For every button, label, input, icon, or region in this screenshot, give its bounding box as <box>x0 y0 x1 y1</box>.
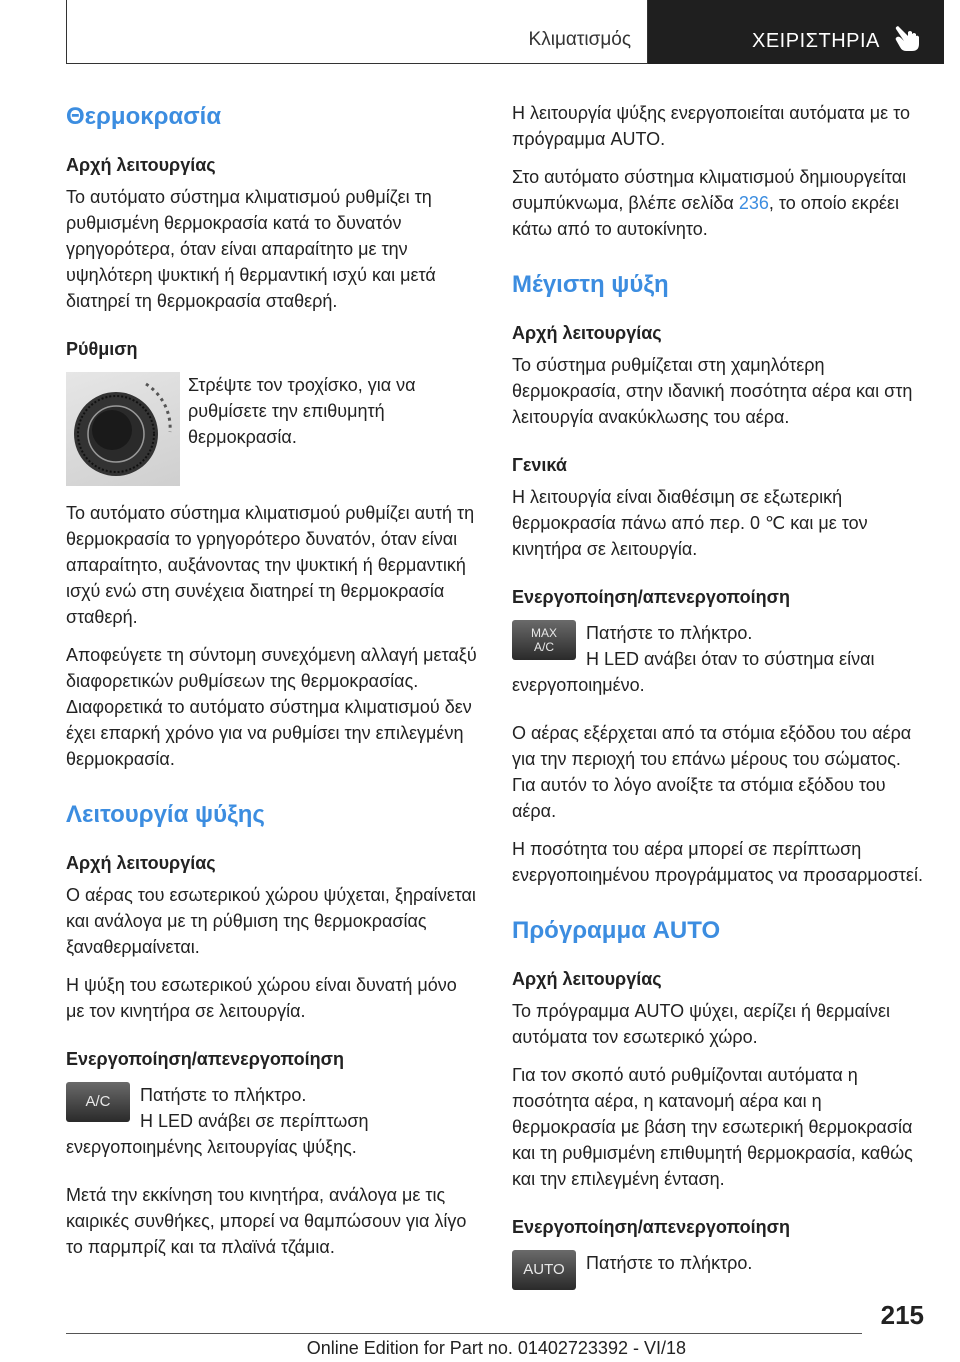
paragraph: Το σύστημα ρυθμίζεται στη χαμηλότερη θερμοκρασία, στην ιδανική ποσότητα αέρα και στη λειτουργία ανακύκλωσης του αέρα. <box>512 355 913 427</box>
subheading-activation: Ενεργοποίηση/απενεργοποίηση <box>66 1049 344 1069</box>
press-button-text: Πατήστε το πλήκτρο. <box>586 1253 753 1273</box>
rotary-knob-icon <box>66 372 180 486</box>
subheading-general: Γενικά <box>512 455 567 475</box>
section-title-temperature: Θερμοκρασία <box>66 103 222 130</box>
paragraph: Για τον σκοπό αυτό ρυθμίζονται αυτόματα η ποσότητα αέρα, η κατανομή αέρα και η θερμοκρασία με βάση την εσωτερική θερμοκρασία και τη ρυθμισμένη επιθυμητή θερμοκρασία, καθώς και την επιλεγμένη ένταση. <box>512 1065 913 1189</box>
led-note: Η LED ανάβει σε περίπτωση ενεργοποιημένης λειτουργίας ψύξης. <box>66 1111 369 1157</box>
section-title-auto-program: Πρόγραμμα AUTO <box>512 917 721 944</box>
header-section-bar <box>648 0 944 64</box>
paragraph: Η λειτουργία είναι διαθέσιμη σε εξωτερική θερμοκρασία πάνω από περ. 0 ℃ και με τον κινητήρα σε λειτουργία. <box>512 487 868 559</box>
paragraph: Αποφεύγετε τη σύντομη συνεχόμενη αλλαγή μεταξύ διαφορετικών ρυθμίσεων της θερμοκρασίας. Διαφορετικά το αυτόματο σύστημα κλιματισμού δεν έχει επαρκή χρόνο για να ρυθμίσει την επιλεγμένη θερμοκρασία. <box>66 645 477 769</box>
paragraph: Ο αέρας εξέρχεται από τα στόμια εξόδου του αέρα για την περιοχή του επάνω μέρους του σώματος. Για αυτόν το λόγο ανοίξτε τα στόμια εξόδου του αέρα. <box>512 723 912 821</box>
paragraph-condensate: Στο αυτόματο σύστημα κλιματισμού δημιουργείται συμπύκνωμα, βλέπε σελίδα 236, το οποίο εκρέει κάτω από το αυτοκίνητο. <box>512 167 907 239</box>
pointing-hand-icon <box>894 24 920 52</box>
section-title-cooling: Λειτουργία ψύξης <box>66 801 265 828</box>
subheading-activation: Ενεργοποίηση/απενεργοποίηση <box>512 1217 790 1237</box>
left-column <box>66 100 480 1272</box>
paragraph: Μετά την εκκίνηση του κινητήρα, ανάλογα με τις καιρικές συνθήκες, μπορεί να θαμπώσουν για λίγο το παρμπρίζ και τα πλαϊνά τζάμια. <box>66 1185 467 1257</box>
led-note: Η LED ανάβει όταν το σύστημα είναι ενεργοποιημένο. <box>512 649 875 695</box>
subheading-principle: Αρχή λειτουργίας <box>66 155 216 175</box>
subheading-activation: Ενεργοποίηση/απενεργοποίηση <box>512 587 790 607</box>
paragraph: Η ψύξη του εσωτερικού χώρου είναι δυνατή μόνο με τον κινητήρα σε λειτουργία. <box>66 975 457 1021</box>
paragraph: Το αυτόματο σύστημα κλιματισμού ρυθμίζει τη ρυθμισμένη θερμοκρασία κατά το δυνατόν γρηγορότερα, όταν είναι απαραίτητο με την υψηλότερη ψυκτική ή θερμαντική ισχύ και μετά διατηρεί τη θερμοκρασία σταθερή. <box>66 187 436 311</box>
paragraph: Η λειτουργία ψύξης ενεργοποιείται αυτόματα με το πρόγραμμα AUTO. <box>512 103 910 149</box>
page-reference-link[interactable]: 236 <box>738 193 769 213</box>
press-button-text: Πατήστε το πλήκτρο. <box>586 623 753 643</box>
section-title-max-cooling: Μέγιστη ψύξη <box>512 271 669 298</box>
chapter-title: Κλιματισμός <box>528 29 631 50</box>
paragraph: Ο αέρας του εσωτερικού χώρου ψύχεται, ξηραίνεται και ανάλογα με τη ρύθμιση της θερμοκρασίας ξαναθερμαίνεται. <box>66 885 476 957</box>
knob-instruction-text: Στρέψτε τον τροχίσκο, για να ρυθμίσετε την επιθυμητή θερμοκρασία. <box>188 375 416 447</box>
subheading-adjustment: Ρύθμιση <box>66 339 138 359</box>
press-button-text: Πατήστε το πλήκτρο. <box>140 1085 307 1105</box>
temperature-knob-image <box>66 372 180 486</box>
ac-key-image: A/C <box>66 1082 130 1122</box>
right-column <box>512 100 926 1290</box>
subheading-principle: Αρχή λειτουργίας <box>512 969 662 989</box>
page-number: 215 <box>880 1300 924 1330</box>
knob-instruction <box>66 372 480 486</box>
paragraph: Το αυτόματο σύστημα κλιματισμού ρυθμίζει αυτή τη θερμοκρασία το γρηγορότερο δυνατόν, όταν είναι απαραίτητο, αυξάνοντας την ψυκτική ή θερμαντική ισχύ ενώ στη συνέχεια διατηρεί τη θερμοκρασία σταθερή. <box>66 503 475 627</box>
edition-note: Online Edition for Part no. 01402723392 - VI/18 <box>306 1338 686 1358</box>
auto-button-instruction <box>512 1250 926 1290</box>
subheading-principle: Αρχή λειτουργίας <box>66 853 216 873</box>
footer-divider <box>66 1333 862 1334</box>
section-title: ΧΕΙΡΙΣΤΗΡΙΑ <box>752 30 880 52</box>
subheading-principle: Αρχή λειτουργίας <box>512 323 662 343</box>
paragraph: Η ποσότητα του αέρα μπορεί σε περίπτωση ενεργοποιημένου προγράμματος να προσαρμοστεί. <box>512 839 923 885</box>
max-ac-key-image: MAX A/C <box>512 620 576 660</box>
header-chapter-box <box>66 0 648 64</box>
auto-key-image: AUTO <box>512 1250 576 1290</box>
paragraph: Το πρόγραμμα AUTO ψύχει, αερίζει ή θερμαίνει αυτόματα τον εσωτερικό χώρο. <box>512 1001 891 1047</box>
